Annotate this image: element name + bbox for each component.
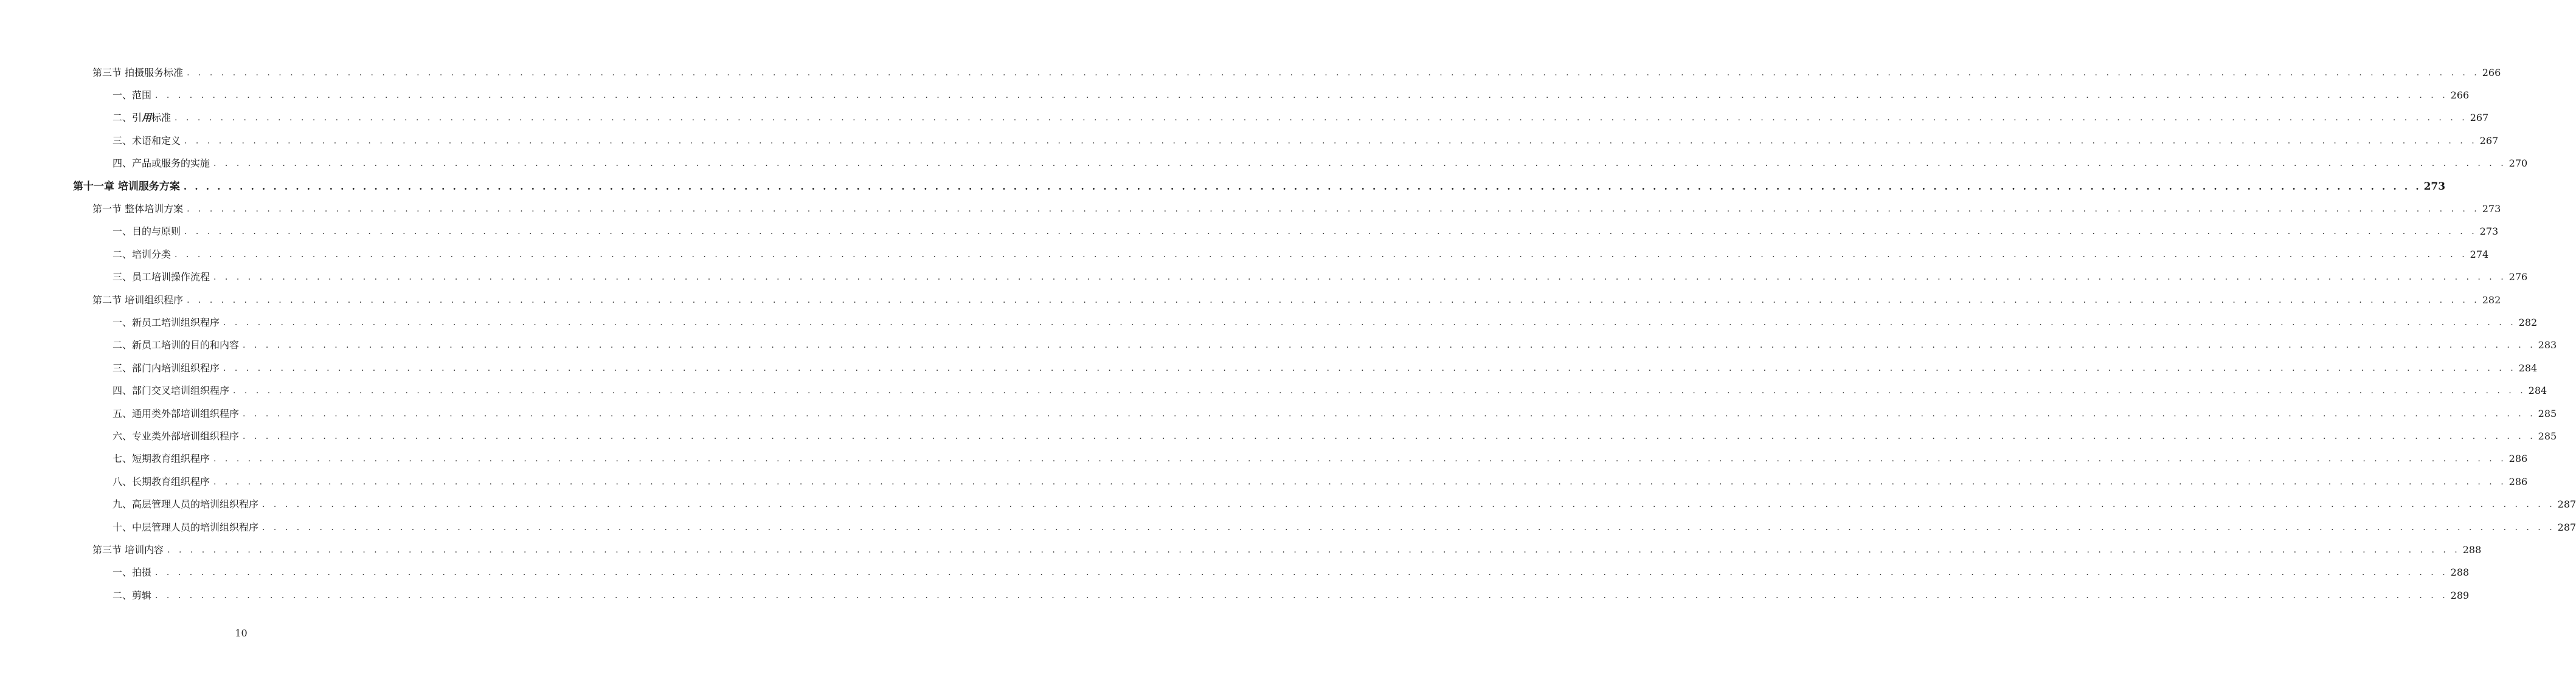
toc-subsection-entry[interactable] [0,266,2528,289]
toc-entry-label: 第十一章 培训服务方案 [73,180,180,193]
toc-page-number: 282 [2482,294,2501,306]
toc-dot-leader: . . . . . . . . . . . . . . . . . . . . . . . . . . . . . . . . . . . . . . . . . . . . . . . . . . . . . . . . . . . . . . . . . . . . . . . . . . . . . . . . . . . . . . . . . . . . . . . . . . . . . . . . . . . . . . . . . . . . . . . . . . . . . . . . . . . . . . . . . . . . . . . . . . . . . . . . . . . . . . . . . . . . . . . . . . . . . . . . . . . . . . . . . . . . . . . . . . . . . . . . [262,500,2555,510]
toc-dot-leader: . . . . . . . . . . . . . . . . . . . . . . . . . . . . . . . . . . . . . . . . . . . . . . . . . . . . . . . . . . . . . . . . . . . . . . . . . . . . . . . . . . . . . . . . . . . . . . . . . . . . . . . . . . . . . . . . . . . . . . . . . . . . . . . . . . . . . . . . . . . . . . . . . . . . . . . . . . . . . . . . . . . . . . . . . . . . . . . . . . . . . . . . . . . . . . . . . . . . . . . . [243,340,2536,351]
toc-subsection-entry[interactable] [0,107,2489,129]
toc-page-number: 288 [2462,543,2482,556]
toc-subsection-entry[interactable] [0,448,2528,470]
toc-entry-label: 三、部门内培训组织程序 [113,362,220,374]
toc-entry-label: 七、短期教育组织程序 [113,453,210,465]
toc-entry-label: 第二节 培训组织程序 [92,294,184,306]
toc-page-number: 266 [2482,66,2501,78]
toc-page-number: 266 [2450,89,2470,102]
toc-page-number: 273 [2479,226,2499,238]
toc-dot-leader: . . . . . . . . . . . . . . . . . . . . . . . . . . . . . . . . . . . . . . . . . . . . . . . . . . . . . . . . . . . . . . . . . . . . . . . . . . . . . . . . . . . . . . . . . . . . . . . . . . . . . . . . . . . . . . . . . . . . . . . . . . . . . . . . . . . . . . . . . . . . . . . . . . . . . . . . . . . . . . . . . . . . . . . . . . . . . . . . . . . . . . . . . . . . . . . . . . . . . . . . [167,545,2460,555]
toc-entry-label: 二、新员工培训的目的和内容 [113,339,240,351]
toc-section-entry[interactable] [0,539,2482,561]
toc-page-number: 267 [2479,134,2499,146]
toc-label-part: 用 [142,112,152,124]
toc-subsection-entry[interactable] [0,493,2576,515]
toc-entry-label: 第三节 拍摄服务标准 [92,66,184,78]
toc-dot-leader: . . . . . . . . . . . . . . . . . . . . . . . . . . . . . . . . . . . . . . . . . . . . . . . . . . . . . . . . . . . . . . . . . . . . . . . . . . . . . . . . . . . . . . . . . . . . . . . . . . . . . . . . . . . . . . . . . . . . . . . . . . . . . . . . . . . . . . . . . . . . . . . . . . . . . . . . . . . . . . . . . . . . . . . . . . . . . . . . . . . . . . . . . . . . . . . . . . . . . . . . [184,136,2477,146]
toc-label-part: 标准 [151,112,171,124]
toc-dot-leader: . . . . . . . . . . . . . . . . . . . . . . . . . . . . . . . . . . . . . . . . . . . . . . . . . . . . . . . . . . . . . . . . . . . . . . . . . . . . . . . . . . . . . . . . . . . . . . . . . . . . . . . . . . . . . . . . . . . . . . . . . . . . . . . . . . . . . . . . . . . . . . . . . . . . . . . . . . . . . . . . . . . . . . . . . . . . . . . . . . . . . . . . . . . . . . . . . . . . . . . . [262,522,2555,532]
toc-page-number: 284 [2518,362,2538,374]
toc-dot-leader: . . . . . . . . . . . . . . . . . . . . . . . . . . . . . . . . . . . . . . . . . . . . . . . . . . . . . . . . . . . . . . . . . . . . . . . . . . . . . . . . . . . . . . . . . . . . . . . . . . . . . . . . . . . . . . . . . . . . . . . . . . . . . . . . . . . . . . . . . . . . . . . . . . . . . . . . . . . . . . . . . . . . . . . . . . . . . . . . . . . . . . . . . . . . . . . . . . . . . . . . [213,272,2507,283]
toc-entry-label: 三、员工培训操作流程 [113,271,210,283]
toc-entry-label: 第三节 培训内容 [92,543,164,556]
toc-entry-label: 五、通用类外部培训组织程序 [113,407,240,419]
toc-entry-label: 八、长期教育组织程序 [113,475,210,487]
page-number: 10 [235,627,248,639]
toc-subsection-entry[interactable] [0,516,2576,539]
toc-entry-label: 二、剪辑 [113,589,152,601]
toc-page-number: 273 [2482,203,2501,215]
toc-dot-leader: . . . . . . . . . . . . . . . . . . . . . . . . . . . . . . . . . . . . . . . . . . . . . . . . . . . . . . . . . . . . . . . . . . . . . . . . . . . . . . . . . . . . . . . . . . . . . . . . . . . . . . . . . . . . . . . . . . . . . . . . . . . . . . . . . . . . . . . . . . . . . . . . . . . . . . . . . . . . . . . . . . . . . . . . . . . . . . . . . . . . . . . . . . . . . . . . . . . . . . . . [223,363,2516,373]
toc-chapter-entry[interactable] [0,175,2446,198]
toc-page-number: 283 [2538,339,2557,351]
toc-dot-leader: . . . . . . . . . . . . . . . . . . . . . . . . . . . . . . . . . . . . . . . . . . . . . . . . . . . . . . . . . . . . . . . . . . . . . . . . . . . . . . . . . . . . . . . . . . . . . . . . . . . . . . . . . . . . . . . . . . . . . . . . . . . . . . . . . . . . . . . . . . . . . . . . . . . . . . . . . . . . . . . . . . . . . . . . . . . . . . . . . . . . . . . . . . . . . . . . . . . . . . . . [213,454,2507,464]
toc-subsection-entry[interactable] [0,243,2489,266]
toc-page-number: 288 [2450,567,2470,579]
toc-subsection-entry[interactable] [0,470,2528,493]
toc-dot-leader: . . . . . . . . . . . . . . . . . . . . . . . . . . . . . . . . . . . . . . . . . . . . . . . . . . . . . . . . . . . . . . . . . . . . . . . . . . . . . . . . . . . . . . . . . . . . . . . . . . . . . . . . . . . . . . . . . . . . . . . . . . . . . . . . . . . . . . . . . . . . . . . . . . . . . . . . . . . . . . . . . . . . . . . . . . . . . . . . . . . . . . . . . . . . . . . . . . . . . . . . [155,590,2448,601]
toc-subsection-entry[interactable] [0,221,2499,243]
toc-entry-label: 一、拍摄 [113,567,152,579]
toc-subsection-entry[interactable] [0,84,2470,106]
toc-dot-leader: . . . . . . . . . . . . . . . . . . . . . . . . . . . . . . . . . . . . . . . . . . . . . . . . . . . . . . . . . . . . . . . . . . . . . . . . . . . . . . . . . . . . . . . . . . . . . . . . . . . . . . . . . . . . . . . . . . . . . . . . . . . . . . . . . . . . . . . . . . . . . . . . . . . . . . . . . . . . . . . . . . . . . . . . . . . . . . . . . . . . . . . . . . . . . . . . . . . . . . . . [243,431,2536,441]
toc-label-part: 二、引 [113,112,142,124]
toc-page-number: 282 [2518,316,2538,328]
toc-dot-leader: . . . . . . . . . . . . . . . . . . . . . . . . . . . . . . . . . . . . . . . . . . . . . . . . . . . . . . . . . . . . . . . . . . . . . . . . . . . . . . . . . . . . . . . . . . . . . . . . . . . . . . . . . . . . . . . . . . . . . . . . . . . . . . . . . . . . . . . . . . . . . . . . . . . . . . . . . . . . . . . . . . . . . . . . . . . . . . . . . . . . . . . . . . . . . . . . . . . . . . . . [175,113,2468,123]
toc-section-entry[interactable] [0,198,2501,220]
toc-entry-label [113,112,175,124]
toc-subsection-entry[interactable] [0,129,2499,152]
toc-page-number: 287 [2557,521,2576,533]
toc-subsection-entry[interactable] [0,402,2557,425]
toc-dot-leader: . . . . . . . . . . . . . . . . . . . . . . . . . . . . . . . . . . . . . . . . . . . . . . . . . . . . . . . . . . . . . . . . . . . . . . . . . . . . . . . . . . . . . . . . . . . . . . . . . . . . . . . . . . . . . . . . . . . . . . . . . . . . . . . . . . . . . . . . . . . . . . . . . . . . . . . . . . . . . . . . . . . . . . . . . . . . . . . . . . . . . . . . . . . . . . . . . . . . . . . . [223,317,2516,328]
toc-page-number: 285 [2538,430,2557,442]
toc-page-number: 289 [2450,589,2470,601]
toc-dot-leader: . . . . . . . . . . . . . . . . . . . . . . . . . . . . . . . . . . . . . . . . . . . . . . . . . . . . . . . . . . . . . . . . . . . . . . . . . . . . . . . . . . . . . . . . . . . . . . . . . . . . . . . . . . . . . . . . . . . . . . . . . . . . . . . . . . . . . . . . . . . . . . . . . . . . . . . . . . . . . . . . . . . . . . . . . . . . . . . . . . . . . . . . . . . . . . . . . . . . . . . . [175,249,2468,260]
toc-dot-leader: . . . . . . . . . . . . . . . . . . . . . . . . . . . . . . . . . . . . . . . . . . . . . . . . . . . . . . . . . . . . . . . . . . . . . . . . . . . . . . . . . . . . . . . . . . . . . . . . . . . . . . . . . . . . . . . . . . . . . . . . . . . . . . . . . . . . . . . . . . . . . . . . . . . . . . . . . . . . . . . . . . . . . . . . . . . . . . . . . . . . . . . . . . . . . . . . . . . . . . . . [187,204,2480,215]
toc-section-entry[interactable] [0,289,2501,311]
toc-dot-leader: . . . . . . . . . . . . . . . . . . . . . . . . . . . . . . . . . . . . . . . . . . . . . . . . . . . . . . . . . . . . . . . . . . . . . . . . . . . . . . . . . . . . . . . . . . . . . . . . . . . . . . . . . . . . . . . . . . . . . . . . . . . . . . . . . . . . . . . . . . . . . . . . . . . . . . . . . . . . . . . . . . . . . . . . . . . . . . . . . . . . . . . . . . . . . . . . . . . . . . . . [213,159,2507,169]
toc-page-number: 284 [2528,385,2547,397]
toc-dot-leader: . . . . . . . . . . . . . . . . . . . . . . . . . . . . . . . . . . . . . . . . . . . . . . . . . . . . . . . . . . . . . . . . . . . . . . . . . . . . . . . . . . . . . . . . . . . . . . . . . . . . . . . . . . . . . . . . . . . . . . . . . . . . . . . . . . . . . . . . . . . . . . . . . . . . . . . . . . . . . . . . . . . . . . . . . . . . . . . . . . . . . . . . . . . . . . . . . . . . . . . . [187,295,2480,305]
toc-dot-leader: . . . . . . . . . . . . . . . . . . . . . . . . . . . . . . . . . . . . . . . . . . . . . . . . . . . . . . . . . . . . . . . . . . . . . . . . . . . . . . . . . . . . . . . . . . . . . . . . . . . . . . . . . . . . . . . . . . . . . . . . . . . . . . . . . . . . . . . . . . . . . . . . . . . . . . . . . . . . . . . . . . . . . . . . . . . . . . . . . . . . . . . . . . . . . . . . . . . . . . . . [155,91,2448,101]
toc-subsection-entry[interactable] [0,153,2528,175]
toc-dot-leader: . . . . . . . . . . . . . . . . . . . . . . . . . . . . . . . . . . . . . . . . . . . . . . . . . . . . . . . . . . . . . . . . . . . . . . . . . . . . . . . . . . . . . . . . . . . . . . . . . . . . . . . . . . . . . . . . . . . . . . . . . . . . . . . . . . . . . . . . . . . . . . . . . . . . . . . . . . . . . . . . . . . . . . . . . . . . . . . . . . . . . . . . . . . . . . . . . . . . . . . . [155,568,2448,578]
toc-subsection-entry[interactable] [0,584,2470,607]
toc-entry-label: 一、目的与原则 [113,226,181,238]
toc-entry-label: 九、高层管理人员的培训组织程序 [113,498,259,511]
toc-page-number: 287 [2557,498,2576,511]
toc-entry-label: 二、培训分类 [113,248,171,260]
toc-subsection-entry[interactable] [0,334,2557,357]
table-of-contents [0,61,2576,607]
toc-page-number: 270 [2508,157,2528,170]
toc-page-number: 267 [2470,112,2489,124]
toc-entry-label: 第一节 整体培训方案 [92,203,184,215]
toc-entry-label: 四、产品或服务的实施 [113,157,210,170]
toc-entry-label: 三、术语和定义 [113,134,181,146]
toc-page-number: 286 [2508,453,2528,465]
toc-page-number: 273 [2423,180,2446,193]
toc-dot-leader: . . . . . . . . . . . . . . . . . . . . . . . . . . . . . . . . . . . . . . . . . . . . . . . . . . . . . . . . . . . . . . . . . . . . . . . . . . . . . . . . . . . . . . . . . . . . . . . . . . . . . . . . . . . . . . . . . . . . . . . . . . . . . . . . . . . . . . . . . . . . . . . . . . . . . . . . . . . . . . . . . . . . . . . . . . . . . . . . . . . . . . . . . . . . . . . . . . . . . . . . [187,67,2480,78]
toc-subsection-entry[interactable] [0,425,2557,447]
toc-section-entry[interactable] [0,61,2501,84]
toc-subsection-entry[interactable] [0,311,2538,334]
toc-dot-leader: . . . . . . . . . . . . . . . . . . . . . . . . . . . . . . . . . . . . . . . . . . . . . . . . . . . . . . . . . . . . . . . . . . . . . . . . . . . . . . . . . . . . . . . . . . . . . . . . . . . . . . . . . . . . . . . . . . . . . . . . . . . . . . . . . . . . . . . . . . . . . . . . . . . . . . . . . . . . . . . . . . . . . . . . . . . . . . . . . . . . . . . . . . . . . . . . . . . . . . . . [213,477,2507,487]
toc-entry-label: 六、专业类外部培训组织程序 [113,430,240,442]
toc-entry-label: 四、部门交叉培训组织程序 [113,385,230,397]
toc-entry-label: 一、新员工培训组织程序 [113,316,220,328]
toc-page-number: 286 [2508,475,2528,487]
toc-entry-label: 一、范围 [113,89,152,102]
toc-dot-leader: . . . . . . . . . . . . . . . . . . . . . . . . . . . . . . . . . . . . . . . . . . . . . . . . . . . . . . . . . . . . . . . . . . . . . . . . . . . . . . . . . . . . . . . . . . . . . . . . . . . . . . . . . . . . . . . . . . . . . . . . . . . . . . . . . . . . . . . . . . . . . . . . . . . . . . . . . . . . . . . . . . . . . . . . . . . . . . . . . . . . . . . . . . . . . . . . . . . . . . . . [184,227,2477,237]
toc-page-number: 276 [2508,271,2528,283]
toc-page-number: 274 [2470,248,2489,260]
toc-dot-leader: . . . . . . . . . . . . . . . . . . . . . . . . . . . . . . . . . . . . . . . . . . . . . . . . . . . . . . . . . . . . . . . . . . . . . . . . . . . . . . . . . . . . . . . . . . . . . . . . . . . . . . . . . . . . . . . . . . . . . . . . . . . . . . . . . . . . . . . . . . . . . . . . . . . . . . . . . . . . . . . . . . . . . . . . . . . . . . . . . . . . . . . . . . . . . . . . . . . . . . . . [183,181,2422,192]
toc-page-number: 285 [2538,407,2557,419]
toc-subsection-entry[interactable] [0,357,2538,379]
toc-entry-label: 十、中层管理人员的培训组织程序 [113,521,259,533]
toc-dot-leader: . . . . . . . . . . . . . . . . . . . . . . . . . . . . . . . . . . . . . . . . . . . . . . . . . . . . . . . . . . . . . . . . . . . . . . . . . . . . . . . . . . . . . . . . . . . . . . . . . . . . . . . . . . . . . . . . . . . . . . . . . . . . . . . . . . . . . . . . . . . . . . . . . . . . . . . . . . . . . . . . . . . . . . . . . . . . . . . . . . . . . . . . . . . . . . . . . . . . . . . . [243,408,2536,419]
toc-subsection-entry[interactable] [0,379,2547,402]
toc-dot-leader: . . . . . . . . . . . . . . . . . . . . . . . . . . . . . . . . . . . . . . . . . . . . . . . . . . . . . . . . . . . . . . . . . . . . . . . . . . . . . . . . . . . . . . . . . . . . . . . . . . . . . . . . . . . . . . . . . . . . . . . . . . . . . . . . . . . . . . . . . . . . . . . . . . . . . . . . . . . . . . . . . . . . . . . . . . . . . . . . . . . . . . . . . . . . . . . . . . . . . . . . [233,386,2526,396]
toc-subsection-entry[interactable] [0,562,2470,584]
